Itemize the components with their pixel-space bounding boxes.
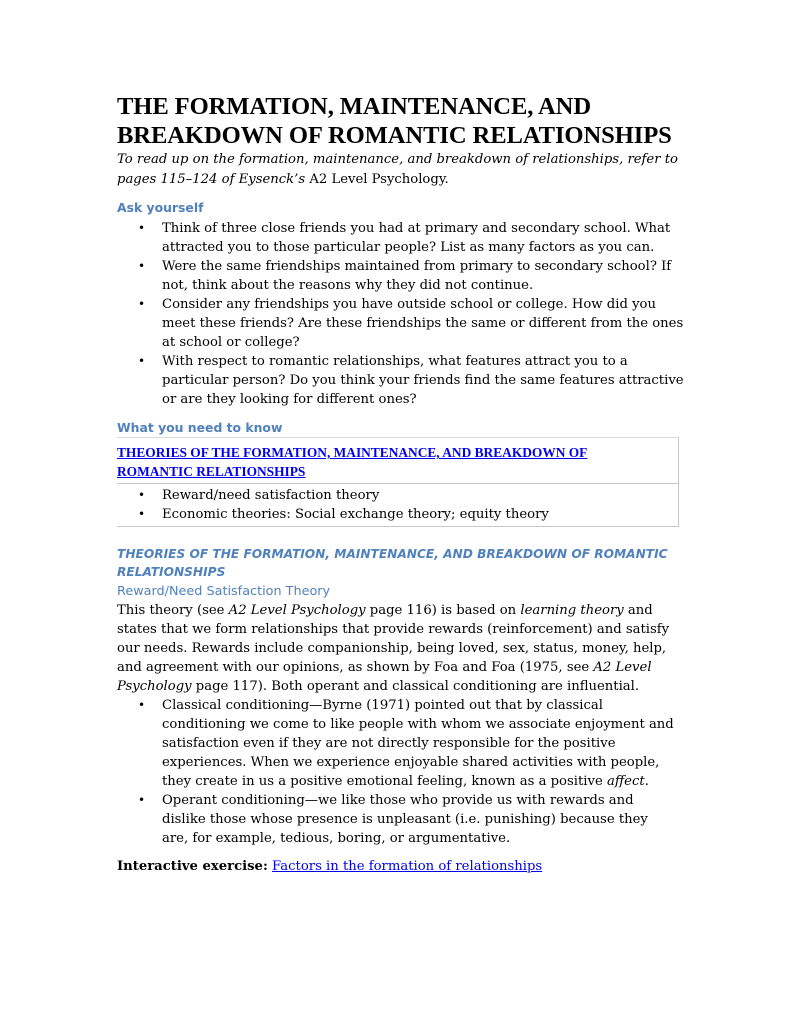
list-item: • Operant conditioning—we like those who provide us with rewards and dislike those whose presence is unpleasant (i.e. punishing) because they are, for example, tedious, boring, or argumentative.: [138, 793, 648, 846]
document-title: [117, 92, 687, 150]
document-header: [117, 92, 687, 190]
theories-box: [117, 437, 679, 527]
bullet-icon: •: [138, 354, 146, 368]
ask-yourself-heading: Ask yourself: [117, 200, 204, 215]
need-to-know-heading: What you need to know: [117, 420, 283, 435]
bullet-icon: •: [138, 698, 146, 712]
bullet-icon: •: [138, 297, 146, 311]
list-item: • Classical conditioning—Byrne (1971) pointed out that by classical conditioning we come to like people with whom we associate enjoyment and satisfaction even if they are not directly responsible for the positive experiences. When we experience enjoyable shared activities with people, they create in us a positive emotional feeling, known as a positive affect.: [138, 698, 674, 789]
box-divider: [117, 483, 678, 484]
theories-list: [117, 486, 657, 524]
bullet-icon: •: [138, 793, 146, 807]
bullet-icon: •: [138, 259, 146, 273]
list-item: • Reward/need satisfaction theory: [138, 488, 380, 503]
intro-text: [117, 150, 687, 190]
ask-yourself-list: [117, 219, 687, 409]
bullet-icon: •: [138, 507, 146, 521]
theories-section: [117, 545, 677, 848]
list-item: • Consider any friendships you have outside school or college. How did you meet these friends? Are these friendships the same or different from the ones at school or college?: [138, 297, 684, 350]
title-line-2: BREAKDOWN OF ROMANTIC RELATIONSHIPS: [117, 122, 672, 149]
bullet-icon: •: [138, 488, 146, 502]
ask-yourself-section: [117, 199, 687, 409]
interactive-exercise: [117, 857, 542, 876]
exercise-label: Interactive exercise:: [117, 859, 268, 874]
bullet-icon: •: [138, 221, 146, 235]
intro-plain: A2 Level Psychology.: [305, 172, 449, 187]
conditioning-list: [117, 696, 677, 848]
section-subheading: Reward/Need Satisfaction Theory: [117, 584, 331, 599]
list-item: • With respect to romantic relationships, what features attract you to a particular person? Do you think your friends find the same features attractive or are they looking for different ones?: [138, 354, 684, 407]
title-line-1: THE FORMATION, MAINTENANCE, AND: [117, 93, 591, 120]
intro-italic: To read up on the formation, maintenance, and breakdown of relationships, refer to pages 115–124 of Eysenck’s: [117, 152, 678, 187]
list-item: • Think of three close friends you had at primary and secondary school. What attracted you to those particular people? List as many factors as you can.: [138, 221, 671, 255]
theories-box-title-link[interactable]: THEORIES OF THE FORMATION, MAINTENANCE, AND BREAKDOWN OF ROMANTIC RELATIONSHIPS: [117, 445, 588, 479]
theory-paragraph: This theory (see A2 Level Psychology page 116) is based on learning theory and states that we form relationships that provide rewards (reinforcement) and satisfy our needs. Rewards include companionship, being loved, sex, status, money, help, and agreement with our opinions, as shown by Foa and Foa (1975, see A2 Level Psychology page 117). Both operant and classical conditioning are influential.: [117, 603, 670, 694]
exercise-link[interactable]: Factors in the formation of relationships: [272, 859, 543, 874]
section-heading: THEORIES OF THE FORMATION, MAINTENANCE, AND BREAKDOWN OF ROMANTIC RELATIONSHIPS: [117, 547, 668, 579]
list-item: • Economic theories: Social exchange theory; equity theory: [138, 507, 549, 522]
list-item: • Were the same friendships maintained from primary to secondary school? If not, think about the reasons why they did not continue.: [138, 259, 672, 293]
